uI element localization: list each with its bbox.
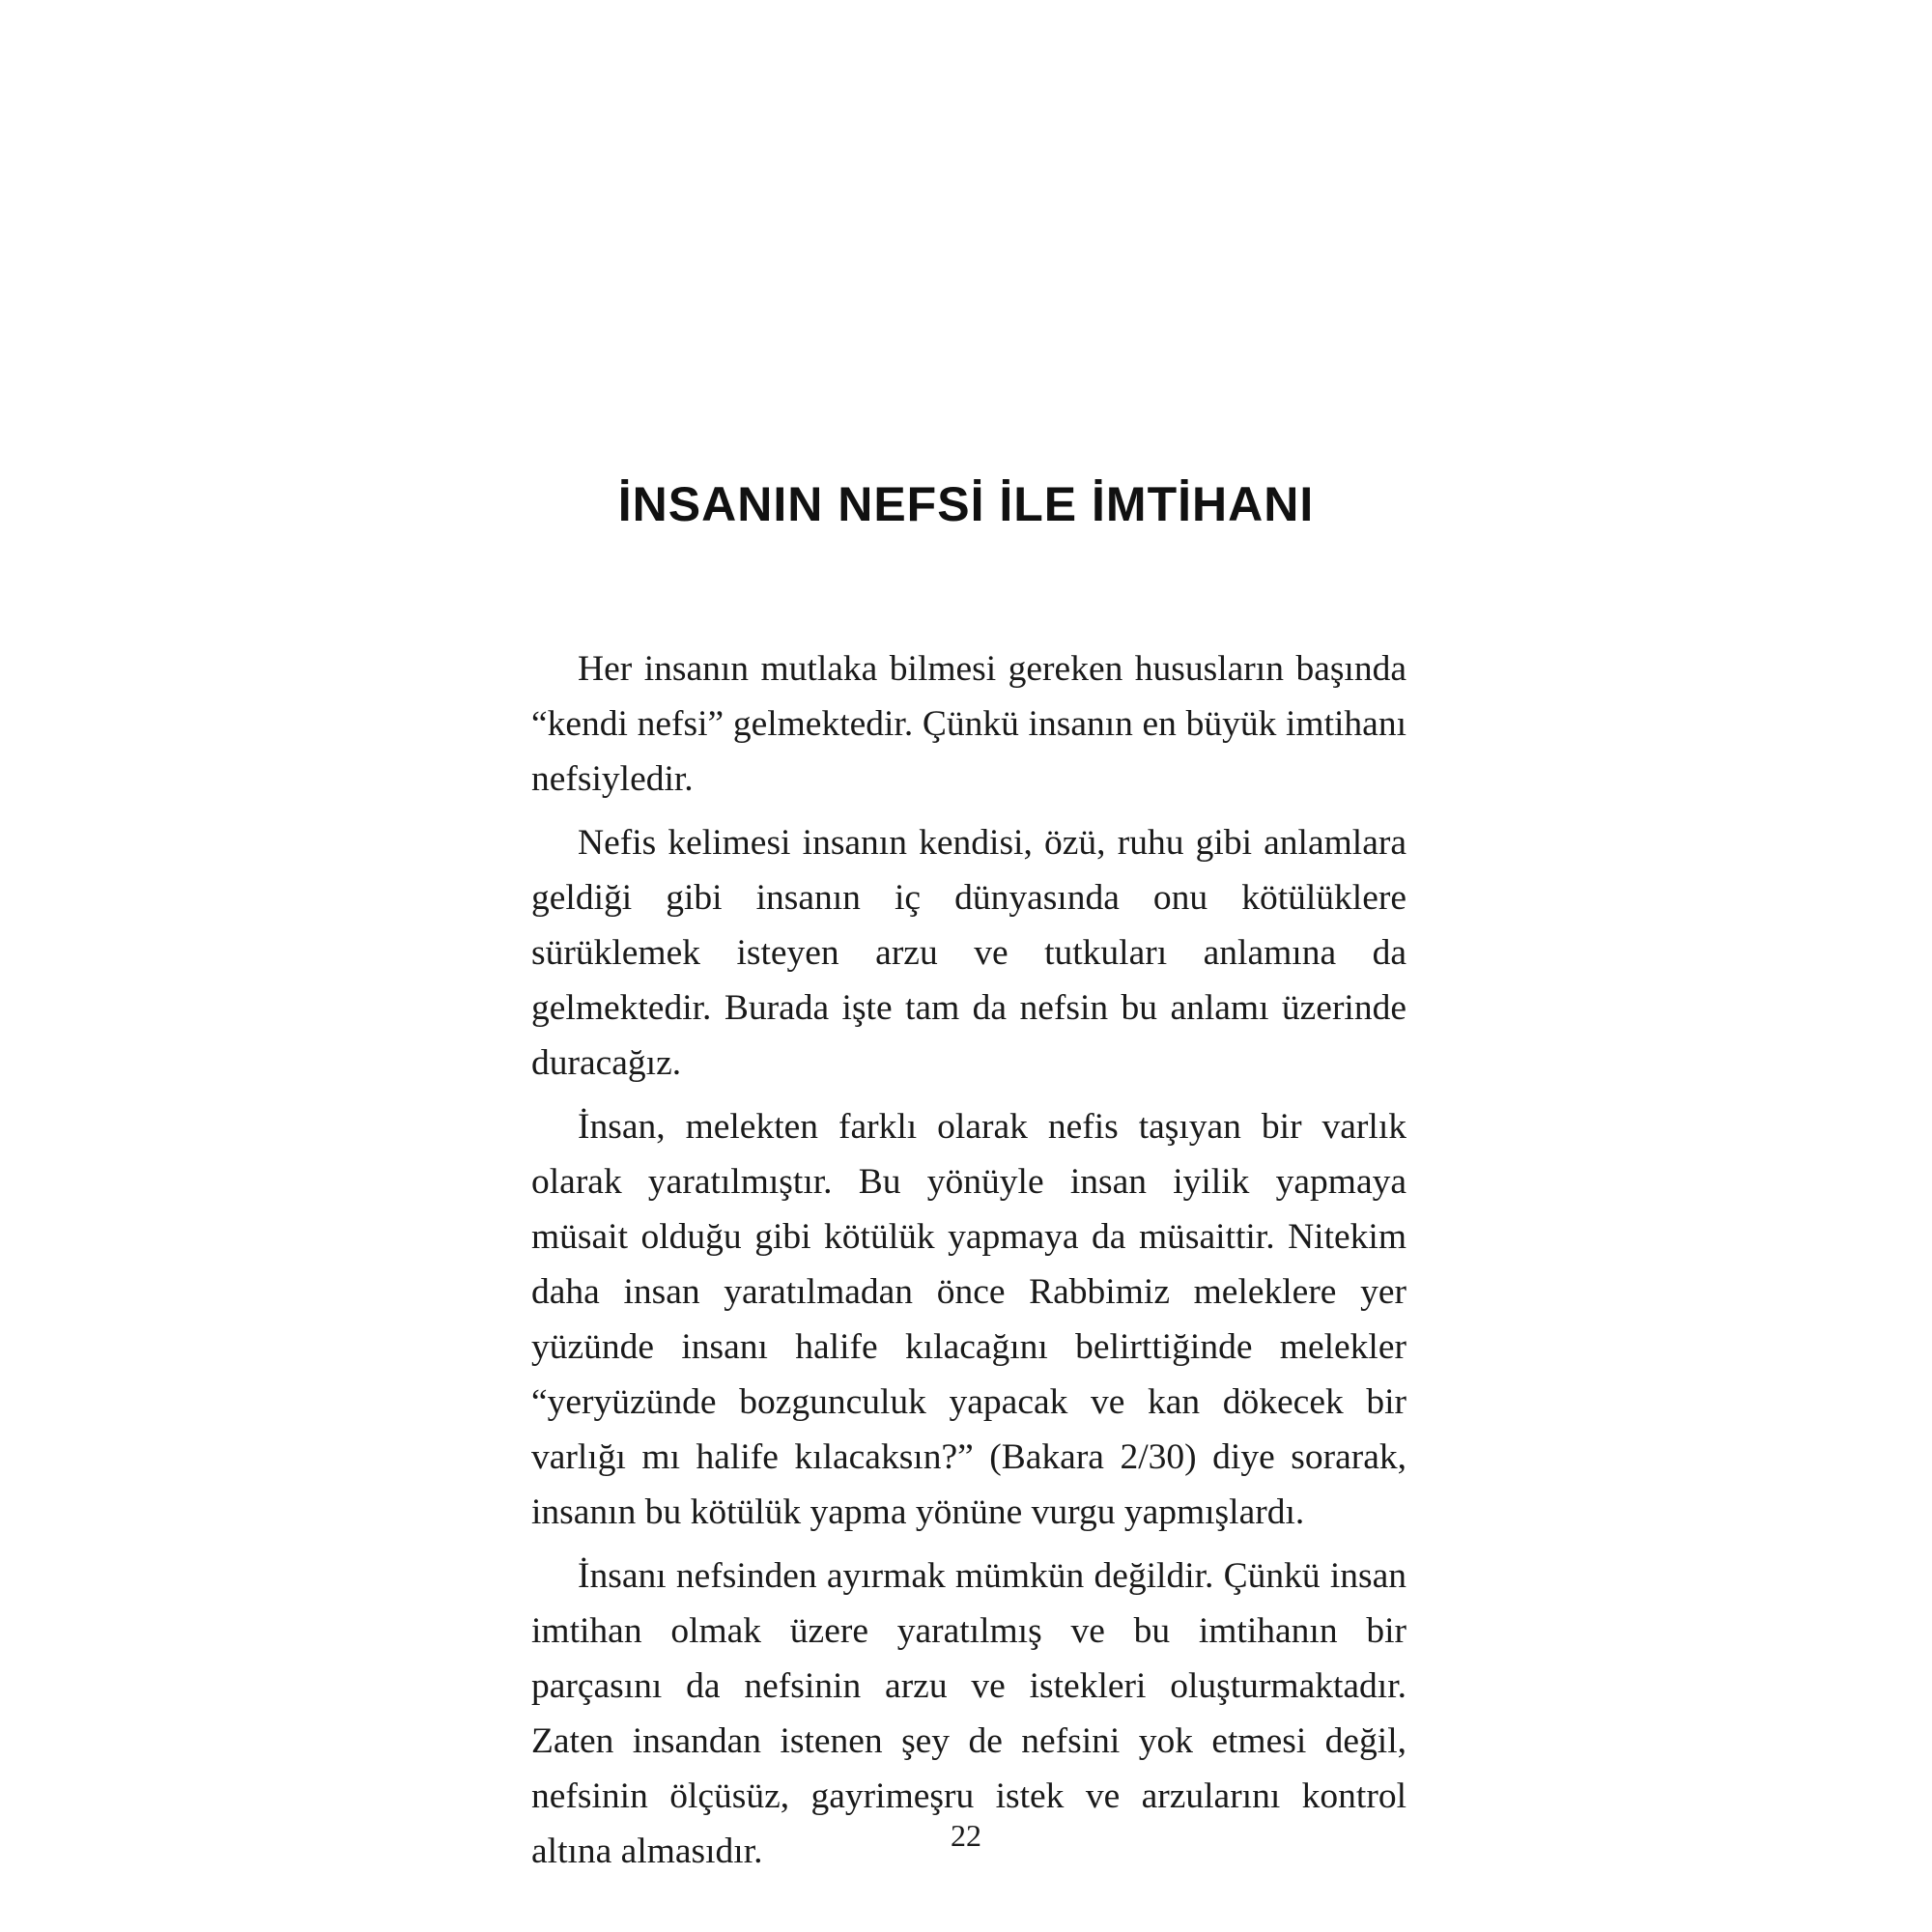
body-text xyxy=(531,641,1406,1888)
paragraph-1: Her insanın mutlaka bilmesi gereken hususların başında “kendi nefsi” gelmektedir. Çünkü insanın en büyük imtihanı nefsiyledir. xyxy=(531,649,1406,799)
chapter-title: İNSANIN NEFSİ İLE İMTİHANI xyxy=(617,477,1315,531)
paragraph-3: İnsan, melekten farklı olarak nefis taşıyan bir varlık olarak yaratılmıştır. Bu yönüyle insan iyilik yapmaya müsait olduğu gibi kötülük yapmaya da müsaittir. Nitekim daha insan yaratılmadan önce Rabbimiz meleklere yer yüzünde insanı halife kılacağını belirttiğinde melekler “yeryüzünde bozgunculuk yapacak ve kan dökecek bir varlığı mı halife kılacaksın?” (Bakara 2/30) diye sorarak, insanın bu kötülük yapma yönüne vurgu yapmışlardı. xyxy=(531,1107,1406,1532)
paragraph-2: Nefis kelimesi insanın kendisi, özü, ruhu gibi anlamlara geldiği gibi insanın iç dünyasında onu kötülüklere sürüklemek isteyen arzu ve tutkuları anlamına da gelmektedir. Burada işte tam da nefsin bu anlamı üzerinde duracağız. xyxy=(531,823,1406,1083)
page-number: 22 xyxy=(951,1818,981,1853)
paragraph-4: İnsanı nefsinden ayırmak mümkün değildir. Çünkü insan imtihan olmak üzere yaratılmış ve bu imtihanın bir parçasını da nefsinin arzu ve istekleri oluşturmaktadır. Zaten insandan istenen şey de nefsini yok etmesi değil, nefsinin ölçüsüz, gayrimeşru istek ve arzularını kontrol altına almasıdır. xyxy=(531,1556,1406,1871)
